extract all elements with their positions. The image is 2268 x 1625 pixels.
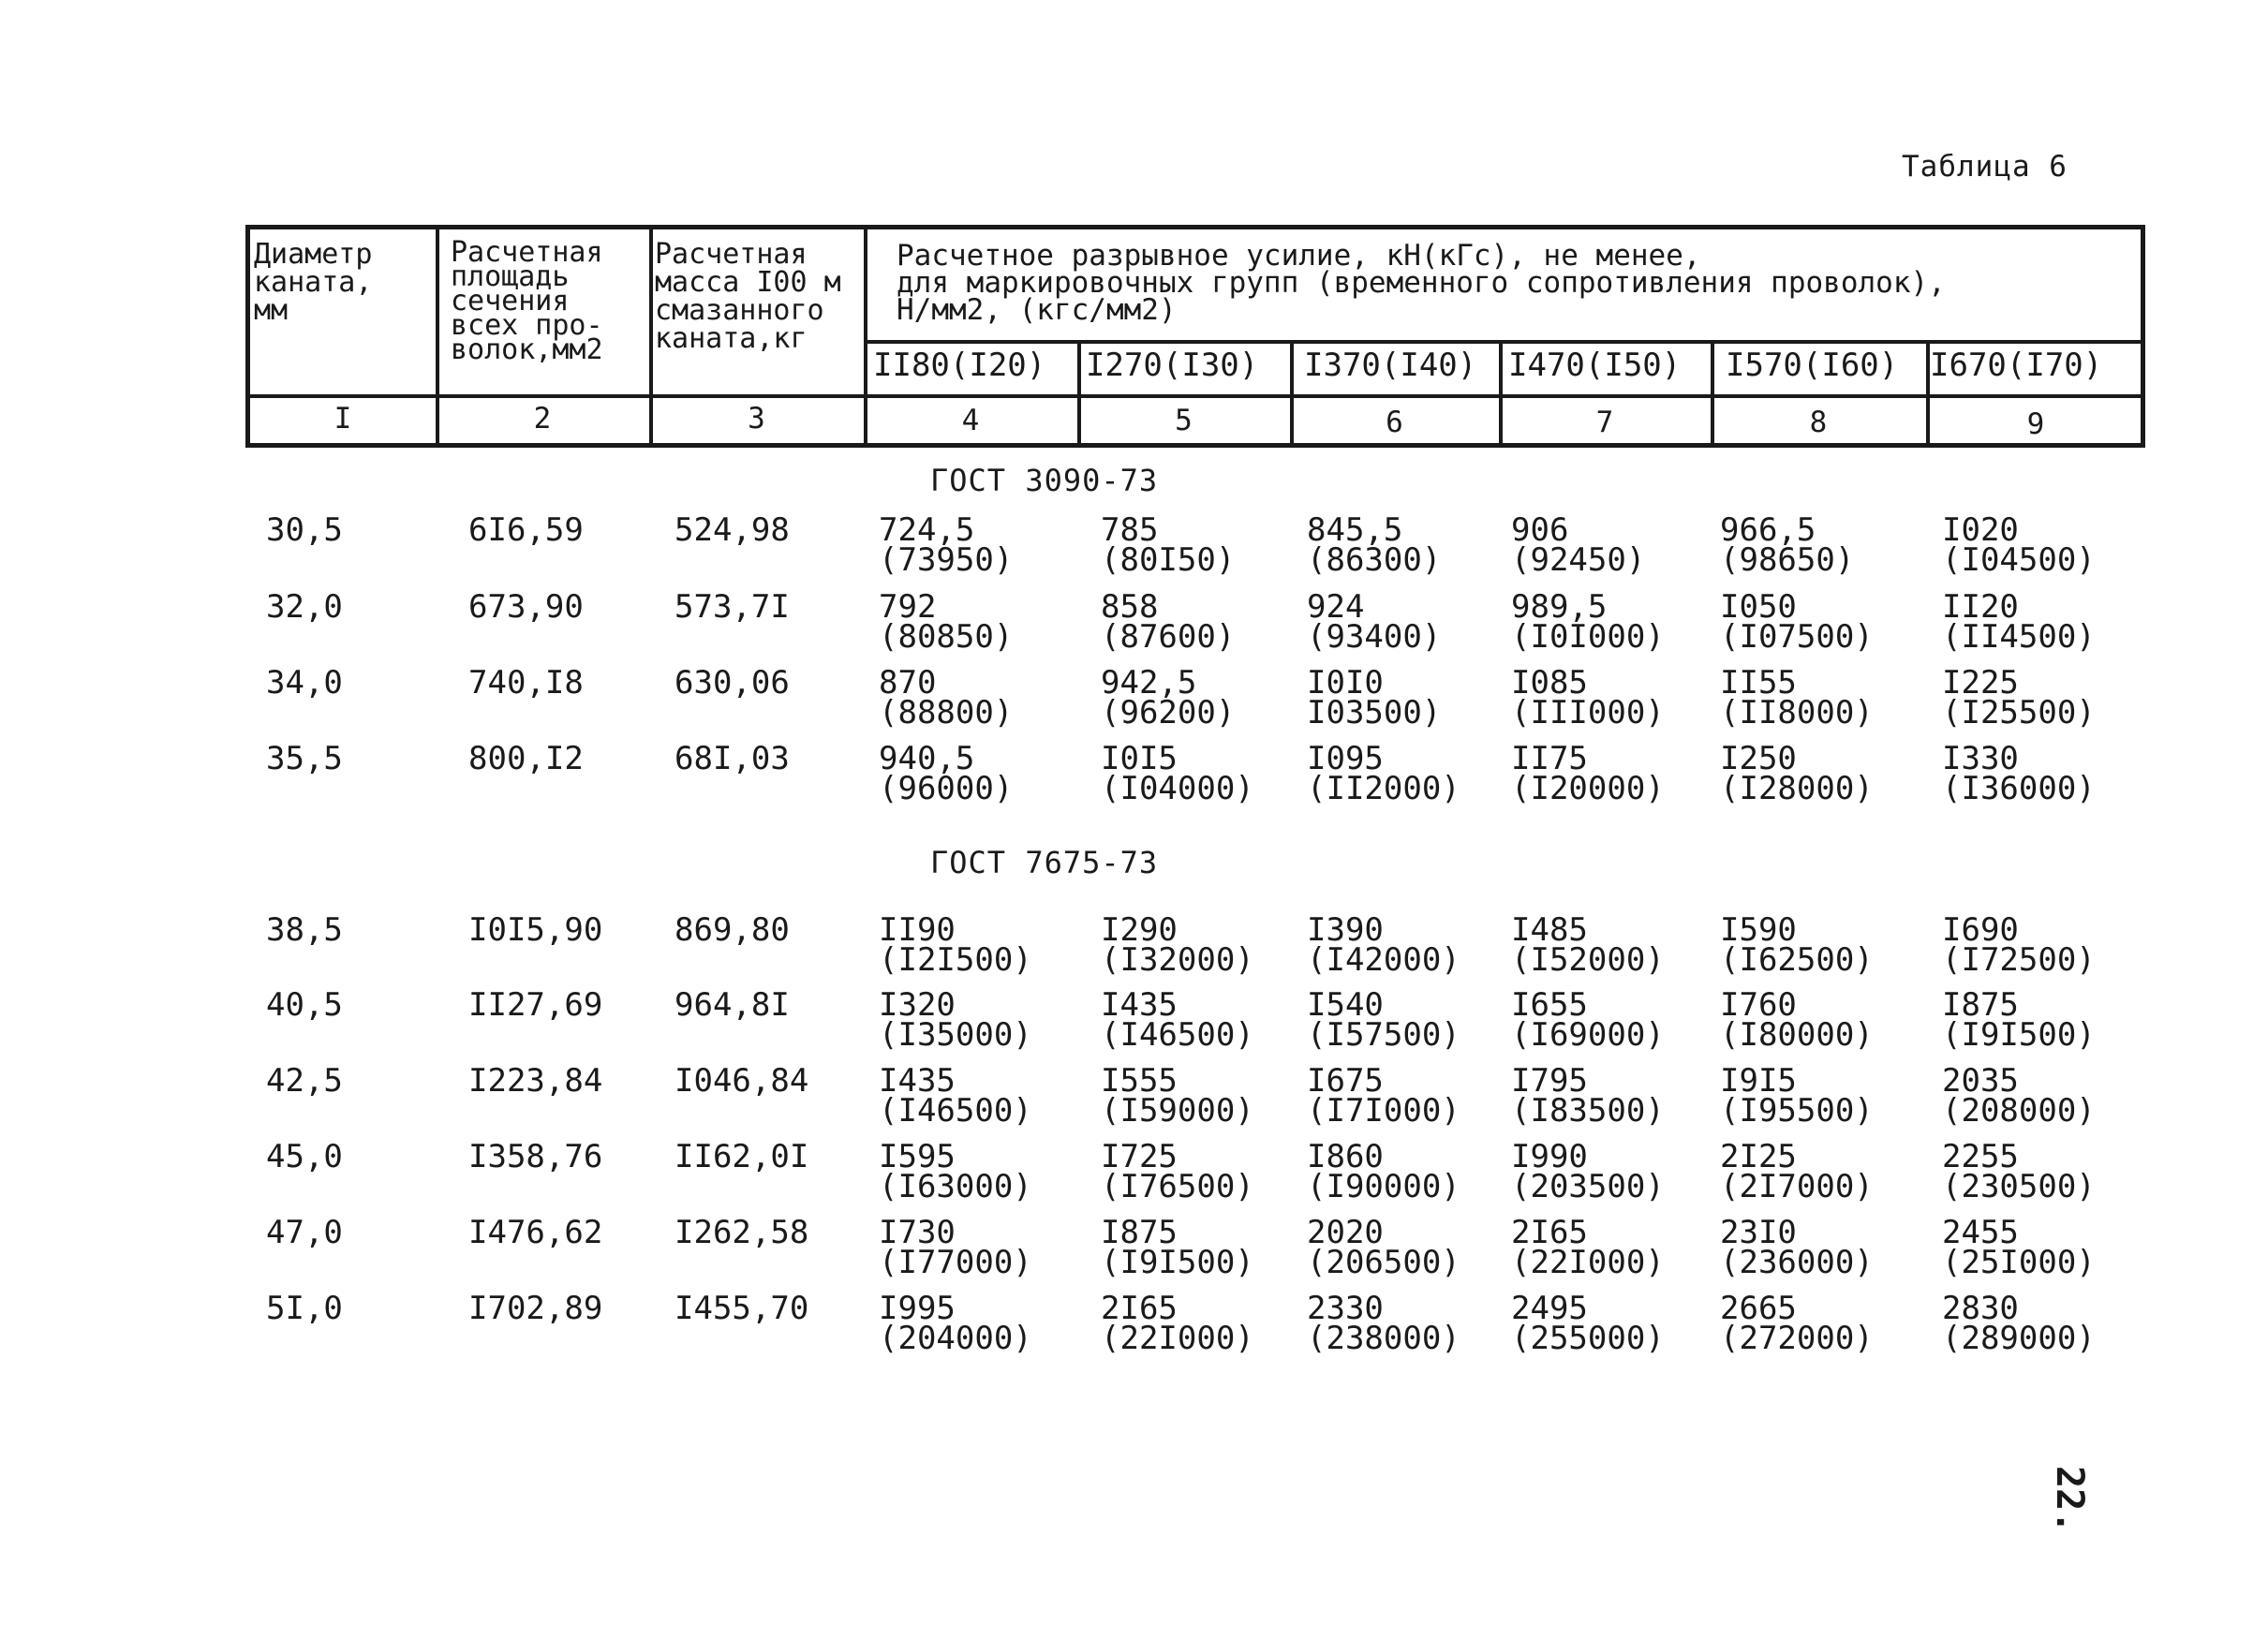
force-kgs: (I28000) <box>1720 770 1874 807</box>
force-kgs: (I77000) <box>879 1244 1032 1281</box>
force-kn: 2830 <box>1942 1290 2019 1327</box>
force-kgs: (87600) <box>1101 618 1236 656</box>
column-number: 6 <box>1386 406 1403 439</box>
force-kgs: (I35000) <box>879 1016 1032 1054</box>
force-cell <box>1511 511 1646 579</box>
force-kn: 2I25 <box>1720 1138 1797 1175</box>
force-kgs: (I72500) <box>1942 941 2096 979</box>
column-number: I <box>334 402 352 436</box>
force-cell <box>1720 664 1874 731</box>
force-cell <box>1720 1214 1874 1281</box>
cell-d: 32,0 <box>266 588 343 626</box>
header-group-4: I470(I50) <box>1508 347 1682 384</box>
force-cell <box>1720 911 1874 979</box>
cell-mass: 524,98 <box>674 511 790 549</box>
header-mass-line: каната,кг <box>655 322 808 355</box>
force-kn: II90 <box>879 911 956 949</box>
column-number: 4 <box>961 404 980 437</box>
force-cell <box>879 1214 1032 1281</box>
header-force-line: для маркировочных групп (временного сопротивления проволок), <box>897 266 1946 300</box>
force-kgs: (230500) <box>1942 1168 2096 1205</box>
header-group-3: I370(I40) <box>1304 347 1477 384</box>
table-header <box>245 225 2145 448</box>
force-cell <box>1942 911 2096 979</box>
force-cell <box>1307 911 1460 979</box>
force-kgs: (I9I500) <box>1942 1016 2096 1054</box>
force-kn: I9I5 <box>1720 1062 1797 1100</box>
force-kn: 2495 <box>1511 1290 1588 1327</box>
force-cell <box>1511 911 1665 979</box>
force-kn: 785 <box>1101 511 1159 549</box>
cell-area: I223,84 <box>468 1062 603 1100</box>
cell-mass: I455,70 <box>674 1290 809 1327</box>
force-kgs: (255000) <box>1511 1320 1665 1357</box>
force-kgs: (I0I000) <box>1511 618 1665 656</box>
force-kn: II75 <box>1511 740 1588 777</box>
force-kgs: (2I7000) <box>1720 1168 1874 1205</box>
header-force-line: Расчетное разрывное усилие, кН(кГс), не менее, <box>897 239 1701 273</box>
cell-mass: I046,84 <box>674 1062 809 1100</box>
column-number: 5 <box>1175 404 1193 437</box>
cell-area: I476,62 <box>468 1214 603 1251</box>
column-number: 7 <box>1595 406 1614 439</box>
table-caption: Таблица 6 <box>1902 150 2068 184</box>
row-divider <box>864 340 2141 344</box>
cell-d: 35,5 <box>266 740 343 777</box>
force-kgs: (25I000) <box>1942 1244 2096 1281</box>
force-kn: 2330 <box>1307 1290 1384 1327</box>
force-cell <box>879 664 1014 731</box>
force-cell <box>1101 911 1254 979</box>
force-kn: 2455 <box>1942 1214 2019 1251</box>
cell-mass: 964,8I <box>674 986 790 1024</box>
force-cell <box>1511 1062 1665 1130</box>
force-kgs: (236000) <box>1720 1244 1874 1281</box>
force-kn: I725 <box>1101 1138 1178 1175</box>
force-kn: I390 <box>1307 911 1384 949</box>
force-cell <box>1101 1062 1254 1130</box>
force-kn: I875 <box>1101 1214 1178 1251</box>
force-kgs: (80850) <box>879 618 1014 656</box>
row-divider <box>250 394 2141 398</box>
force-cell <box>1101 1290 1254 1357</box>
cell-area: II27,69 <box>468 986 603 1024</box>
force-cell <box>1511 740 1665 807</box>
force-kn: 966,5 <box>1720 511 1816 549</box>
header-diameter <box>254 238 373 327</box>
force-kgs: (I9I500) <box>1101 1244 1254 1281</box>
force-kn: I290 <box>1101 911 1178 949</box>
force-kn: I860 <box>1307 1138 1384 1175</box>
force-kgs: (I20000) <box>1511 770 1665 807</box>
header-force-line: Н/мм2, (кгс/мм2) <box>897 293 1177 327</box>
force-kgs: (80I50) <box>1101 541 1236 579</box>
force-kn: I020 <box>1942 511 2019 549</box>
force-kgs: (I69000) <box>1511 1016 1665 1054</box>
force-kn: I655 <box>1511 986 1588 1024</box>
force-kgs: (208000) <box>1942 1092 2096 1130</box>
force-kgs: (22I000) <box>1511 1244 1665 1281</box>
force-kn: I095 <box>1307 740 1384 777</box>
cell-d: 40,5 <box>266 986 343 1024</box>
cell-mass: I262,58 <box>674 1214 809 1251</box>
force-cell <box>1307 740 1460 807</box>
force-kn: 906 <box>1511 511 1569 549</box>
force-cell <box>1942 664 2096 731</box>
header-diameter-line: каната, <box>254 266 373 299</box>
header-mass <box>655 238 841 355</box>
force-kgs: (I07500) <box>1720 618 1874 656</box>
force-cell <box>1942 1290 2096 1357</box>
cell-area: 800,I2 <box>468 740 584 777</box>
cell-area: 740,I8 <box>468 664 584 702</box>
header-area-line: сечения <box>451 285 570 318</box>
force-kgs: (93400) <box>1307 618 1442 656</box>
force-cell <box>1307 1214 1460 1281</box>
force-cell <box>1942 1214 2096 1281</box>
force-cell <box>1307 588 1442 656</box>
force-kgs: (203500) <box>1511 1168 1665 1205</box>
force-kn: I0I5 <box>1101 740 1178 777</box>
force-kgs: (96000) <box>879 770 1014 807</box>
force-cell <box>1942 511 2096 579</box>
force-kn: 724,5 <box>879 511 975 549</box>
force-kn: 2255 <box>1942 1138 2019 1175</box>
cell-d: 38,5 <box>266 911 343 949</box>
header-area-line: всех про- <box>451 309 603 342</box>
force-cell <box>879 1062 1032 1130</box>
cell-area: I358,76 <box>468 1138 603 1175</box>
force-cell <box>1101 1138 1254 1205</box>
force-kgs: (I83500) <box>1511 1092 1665 1130</box>
force-kgs: (I63000) <box>879 1168 1032 1205</box>
force-kgs: (I90000) <box>1307 1168 1460 1205</box>
force-cell <box>1942 1062 2096 1130</box>
force-kn: I435 <box>1101 986 1178 1024</box>
force-kn: I595 <box>879 1138 956 1175</box>
force-kn: I330 <box>1942 740 2019 777</box>
force-cell <box>1942 588 2096 656</box>
header-area <box>451 236 603 366</box>
force-kgs: (II8000) <box>1720 694 1874 731</box>
cell-mass: 68I,03 <box>674 740 790 777</box>
header-diameter-line: Диаметр <box>254 238 373 271</box>
force-cell <box>879 740 1014 807</box>
force-cell <box>1101 588 1236 656</box>
force-cell <box>1307 664 1442 731</box>
cell-area: 673,90 <box>468 588 584 626</box>
force-kn: I990 <box>1511 1138 1588 1175</box>
header-area-line: волок,мм2 <box>451 333 603 366</box>
force-kn: 2035 <box>1942 1062 2019 1100</box>
page-number: 22. <box>2048 1466 2091 1534</box>
force-kgs: (88800) <box>879 694 1014 731</box>
force-kn: 870 <box>879 664 937 702</box>
force-cell <box>879 588 1014 656</box>
force-kn: I730 <box>879 1214 956 1251</box>
force-cell <box>1511 588 1665 656</box>
force-kn: I995 <box>879 1290 956 1327</box>
force-kgs: (204000) <box>879 1320 1032 1357</box>
force-kgs: (206500) <box>1307 1244 1460 1281</box>
force-kn: 942,5 <box>1101 664 1197 702</box>
cell-d: 34,0 <box>266 664 343 702</box>
force-kgs: (238000) <box>1307 1320 1460 1357</box>
force-cell <box>1307 1138 1460 1205</box>
force-cell <box>1720 511 1855 579</box>
force-kn: I435 <box>879 1062 956 1100</box>
force-kn: I760 <box>1720 986 1797 1024</box>
force-cell <box>1101 986 1254 1054</box>
column-number: 8 <box>1809 406 1828 439</box>
force-kgs: (98650) <box>1720 541 1855 579</box>
force-kgs: (I7I000) <box>1307 1092 1460 1130</box>
force-kgs: (I04000) <box>1101 770 1254 807</box>
force-kgs: (I32000) <box>1101 941 1254 979</box>
force-kn: I555 <box>1101 1062 1178 1100</box>
force-kn: I320 <box>879 986 956 1024</box>
force-cell <box>1511 1138 1665 1205</box>
header-mass-line: Расчетная <box>655 238 808 271</box>
force-cell <box>1720 740 1874 807</box>
force-kgs: (I52000) <box>1511 941 1665 979</box>
column-number: 3 <box>748 402 765 436</box>
cell-d: 42,5 <box>266 1062 343 1100</box>
force-kn: 2020 <box>1307 1214 1384 1251</box>
force-kn: 23I0 <box>1720 1214 1797 1251</box>
force-kgs: (I76500) <box>1101 1168 1254 1205</box>
force-kgs: (86300) <box>1307 541 1442 579</box>
force-kn: I795 <box>1511 1062 1588 1100</box>
force-cell <box>1720 986 1874 1054</box>
cell-area: 6I6,59 <box>468 511 584 549</box>
section-title: ГОСТ 3090-73 <box>930 463 1159 498</box>
force-cell <box>1720 1138 1874 1205</box>
force-cell <box>1511 1290 1665 1357</box>
force-kn: 2665 <box>1720 1290 1797 1327</box>
force-kn: 858 <box>1101 588 1159 626</box>
force-kn: II20 <box>1942 588 2019 626</box>
force-kgs: (I95500) <box>1720 1092 1874 1130</box>
force-kn: I050 <box>1720 588 1797 626</box>
force-kgs: (II2000) <box>1307 770 1460 807</box>
force-cell <box>1307 1062 1460 1130</box>
force-kgs: (I80000) <box>1720 1016 1874 1054</box>
force-kn: I250 <box>1720 740 1797 777</box>
force-kn: 2I65 <box>1511 1214 1588 1251</box>
force-kn: 2I65 <box>1101 1290 1178 1327</box>
force-kn: I590 <box>1720 911 1797 949</box>
header-breaking-force <box>897 239 1946 327</box>
force-cell <box>1101 664 1236 731</box>
cell-area: I702,89 <box>468 1290 603 1327</box>
force-cell <box>1511 1214 1665 1281</box>
force-kgs: (I62500) <box>1720 941 1874 979</box>
force-cell <box>879 986 1032 1054</box>
cell-d: 5I,0 <box>266 1290 343 1327</box>
force-kgs: (22I000) <box>1101 1320 1254 1357</box>
force-kgs: (I42000) <box>1307 941 1460 979</box>
cell-area: I0I5,90 <box>468 911 603 949</box>
force-cell <box>1942 740 2096 807</box>
header-group-5: I570(I60) <box>1726 347 1899 384</box>
force-kgs: (I2I500) <box>879 941 1032 979</box>
force-cell <box>1307 511 1442 579</box>
force-kgs: (289000) <box>1942 1320 2096 1357</box>
force-kn: I0I0 <box>1307 664 1384 702</box>
force-kn: I875 <box>1942 986 2019 1024</box>
force-kn: 845,5 <box>1307 511 1403 549</box>
force-kn: I485 <box>1511 911 1588 949</box>
force-cell <box>879 1290 1032 1357</box>
force-kgs: (II4500) <box>1942 618 2096 656</box>
force-kn: 989,5 <box>1511 588 1608 626</box>
force-cell <box>879 1138 1032 1205</box>
force-kgs: (I36000) <box>1942 770 2096 807</box>
force-cell <box>1101 1214 1254 1281</box>
force-kn: 792 <box>879 588 937 626</box>
cell-d: 47,0 <box>266 1214 343 1251</box>
force-kn: II55 <box>1720 664 1797 702</box>
cell-mass: 573,7I <box>674 588 790 626</box>
force-kgs: (272000) <box>1720 1320 1874 1357</box>
force-cell <box>1720 588 1874 656</box>
force-kn: I085 <box>1511 664 1588 702</box>
force-kn: 940,5 <box>879 740 975 777</box>
force-cell <box>879 911 1032 979</box>
force-kgs: (I57500) <box>1307 1016 1460 1054</box>
force-cell <box>1101 740 1254 807</box>
header-mass-line: масса I00 м <box>655 266 841 299</box>
section-title: ГОСТ 7675-73 <box>930 845 1159 880</box>
cell-mass: 630,06 <box>674 664 790 702</box>
header-area-line: площадь <box>451 260 570 293</box>
header-group-1: II80(I20) <box>873 347 1046 384</box>
force-kn: I675 <box>1307 1062 1384 1100</box>
cell-mass: II62,0I <box>674 1138 809 1175</box>
force-cell <box>1307 986 1460 1054</box>
force-kgs: (I25500) <box>1942 694 2096 731</box>
force-kgs: (III000) <box>1511 694 1665 731</box>
column-number: 2 <box>533 402 552 436</box>
column-number: 9 <box>2026 407 2045 441</box>
header-group-6: I670(I70) <box>1930 347 2103 384</box>
force-cell <box>1720 1290 1874 1357</box>
force-cell <box>1511 664 1665 731</box>
force-cell <box>1307 1290 1460 1357</box>
force-kgs: (I04500) <box>1942 541 2096 579</box>
force-kgs: (I46500) <box>1101 1016 1254 1054</box>
cell-d: 45,0 <box>266 1138 343 1175</box>
force-kn: I540 <box>1307 986 1384 1024</box>
force-cell <box>1511 986 1665 1054</box>
cell-mass: 869,80 <box>674 911 790 949</box>
force-cell <box>1720 1062 1874 1130</box>
force-kgs: (73950) <box>879 541 1014 579</box>
force-kgs: (I46500) <box>879 1092 1032 1130</box>
header-diameter-line: мм <box>254 294 289 327</box>
force-cell <box>1101 511 1236 579</box>
cell-d: 30,5 <box>266 511 343 549</box>
force-kn: I225 <box>1942 664 2019 702</box>
force-kgs: (I59000) <box>1101 1092 1254 1130</box>
header-group-2: I270(I30) <box>1086 347 1259 384</box>
force-cell <box>1942 1138 2096 1205</box>
force-cell <box>1942 986 2096 1054</box>
force-kn: I690 <box>1942 911 2019 949</box>
force-kgs: (92450) <box>1511 541 1646 579</box>
force-cell <box>879 511 1014 579</box>
force-kgs: I03500) <box>1307 694 1442 731</box>
header-mass-line: смазанного <box>655 294 824 327</box>
header-area-line: Расчетная <box>451 236 603 269</box>
force-kn: 924 <box>1307 588 1365 626</box>
force-kgs: (96200) <box>1101 694 1236 731</box>
